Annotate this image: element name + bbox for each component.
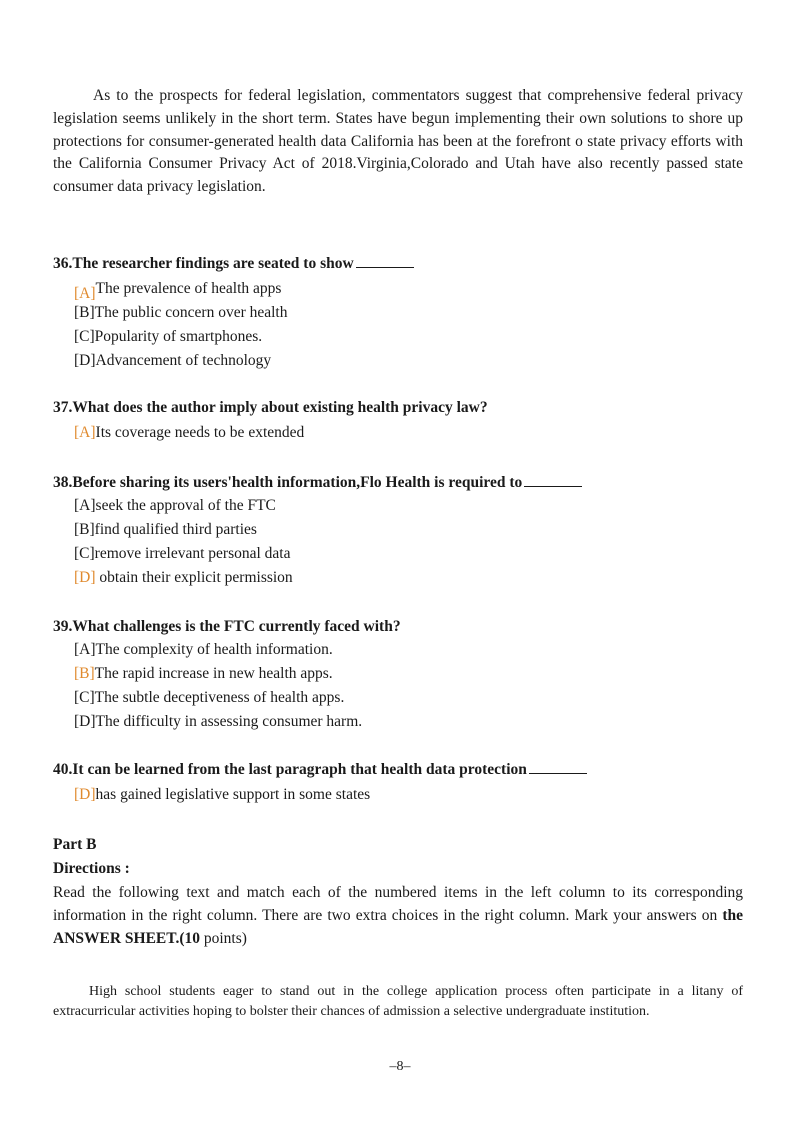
option-key: [A] [74,285,96,302]
part-heading: Part B [53,836,97,853]
option-key: [C] [74,545,95,562]
option-c [74,325,743,349]
question-39 [53,616,743,734]
question-title: 40.It can be learned from the last paragraph that health data protection [53,759,743,781]
option-key: [A] [74,424,96,441]
option-text: The complexity of health information. [95,641,333,658]
option-d [74,349,743,373]
question-40 [53,759,743,807]
option-text: Popularity of smartphones. [94,328,263,345]
option-text: obtain their explicit permission [95,569,293,586]
option-a [74,638,743,662]
option-d [74,710,743,734]
option-key: [C] [74,689,95,706]
question-36 [53,253,743,373]
option-key: [D] [74,569,96,586]
option-key: [D] [74,786,96,803]
answer-blank [356,255,414,268]
question-title: 37.What does the author imply about existing health privacy law? [53,399,488,416]
option-text: The subtle deceptiveness of health apps. [94,689,345,706]
option-key: [C] [74,328,95,345]
option-text: find qualified third parties [94,521,257,538]
answer-blank [524,474,582,487]
option-text: Advancement of technology [95,352,272,369]
intro-paragraph-block [53,85,743,199]
option-a [74,421,743,445]
option-key: [D] [74,713,96,730]
answer-sheet-label: the ANSWER SHEET.(10 [53,906,743,947]
option-b [74,518,743,542]
option-c [74,686,743,710]
option-c [74,542,743,566]
option-key: [D] [74,352,96,369]
option-text: has gained legislative support in some states [95,786,371,803]
option-a [74,494,743,518]
intro-paragraph: As to the prospects for federal legislation, commentators suggest that comprehensive federal privacy legislation seems unlikely in the short term. States have begun implementing their own solutions to shore up protections for consumer-generated health data California has been at the forefront o state privacy efforts with the California Consumer Privacy Act of 2018.Virginia,Colorado and Utah have also recently passed state consumer data privacy legislation. [53,87,743,196]
question-title: 39.What challenges is the FTC currently faced with? [53,618,401,635]
option-text: The public concern over health [94,304,288,321]
page-number: –8– [389,1059,411,1074]
option-key: [B] [74,521,95,538]
directions-text: Read the following text and match each of the numbered items in the left column to its corresponding information in the right column. There are two extra choices in the right column. Mark your answers on the ANSWER SHEET.(10 points) [53,884,743,947]
option-a [74,277,743,301]
option-key: [A] [74,497,96,514]
option-b [74,662,743,686]
option-d [74,783,743,807]
option-key: [B] [74,665,95,682]
question-37 [53,397,743,445]
option-text: seek the approval of the FTC [95,497,276,514]
part-b-section [53,834,743,950]
option-text: remove irrelevant personal data [94,545,291,562]
option-text: The prevalence of health apps [95,280,282,297]
option-text: The difficulty in assessing consumer harm. [95,713,363,730]
question-title: 38.Before sharing its users'health information,Flo Health is required to [53,472,743,494]
answer-blank [529,761,587,774]
option-b [74,301,743,325]
option-text: Its coverage needs to be extended [95,424,305,441]
question-title: 36.The researcher findings are seated to show [53,253,743,275]
option-d [74,566,743,590]
directions-label: Directions : [53,860,130,877]
option-key: [B] [74,304,95,321]
option-key: [A] [74,641,96,658]
question-38 [53,472,743,590]
passage-block [53,982,743,1022]
option-text: The rapid increase in new health apps. [94,665,333,682]
passage-paragraph: High school students eager to stand out in the college application process often participate in a litany of extracurricular activities hoping to bolster their chances of admission a selective undergraduate institution. [53,984,743,1019]
